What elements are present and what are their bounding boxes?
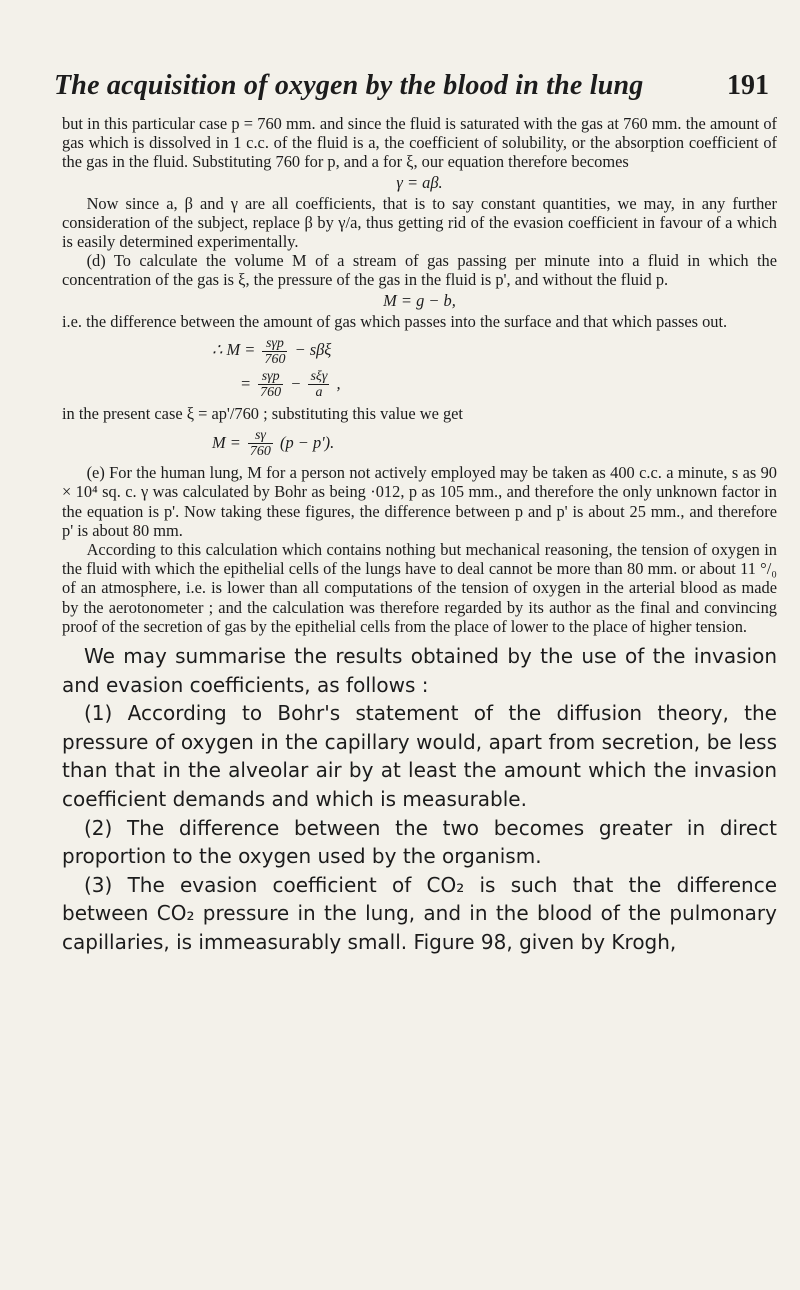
numerator: sγp	[265, 335, 284, 351]
equation-term: − sβξ	[294, 339, 332, 359]
numerator: sξγ	[310, 369, 328, 385]
paragraph: in the present case ξ = ap'/760 ; substituting this value we get	[62, 404, 463, 424]
page-number: 191	[727, 70, 769, 101]
equation-line	[212, 428, 777, 460]
paragraph: (3) The evasion coefficient of CO₂ is such that the difference between CO₂ pressure in the lung, and in the blood of the pulmonary capillaries, is immeasurably small. Figure 98, given by Krogh,	[62, 872, 777, 954]
page-header	[54, 70, 777, 114]
denominator: 760	[264, 351, 286, 367]
equation-block	[212, 428, 777, 460]
numerator: sγp	[261, 369, 280, 385]
paragraph: (e) For the human lung, M for a person not actively employed may be taken as 400 c.c. a minute, s as 90 × 10⁴ sq. c. γ was calculated by Bohr as being ·012, p as 105 mm., and therefore the only unknown factor in the equation is p'. Now taking these figures, the difference between p and p' is about 25 mm., and therefore p' is about 80 mm.	[62, 463, 777, 540]
denominator: a	[308, 384, 329, 400]
equation: M = g − b,	[383, 290, 456, 310]
paragraph: (2) The difference between the two becomes greater in direct proportion to the oxygen used by the organism.	[62, 815, 777, 869]
paragraph: According to this calculation which contains nothing but mechanical reasoning, the tension of oxygen in the fluid with which the epithelial cells of the lungs have to deal cannot be more than 80 mm. or about 11 °/₀ of an atmosphere, i.e. is lower than all computations of the tension of oxygen in the arterial blood as made by the aerotonometer ; and the calculation was therefore regarded by its author as the final and convincing proof of the secretion of gas by the epithelial cells from the place of lower to the place of higher tension.	[62, 540, 777, 636]
fraction	[262, 336, 287, 367]
equation-line	[212, 369, 777, 401]
numerator: sγ	[254, 428, 266, 444]
equation-operator: =	[240, 373, 252, 393]
equation-line	[212, 335, 777, 367]
paragraph: (d) To calculate the volume M of a stream of gas passing per minute into a fluid in which the concentration of the gas is ξ, the pressure of the gas in the fluid is p', and without the fluid p.	[62, 251, 777, 290]
paragraph: but in this particular case p = 760 mm. and since the fluid is saturated with the gas at 760 mm. the amount of gas which is dissolved in 1 c.c. of the fluid is a, the coefficient of solubility, or the absorption coefficient of the gas in the fluid. Substituting 760 for p, and a for ξ, our equation therefore becomes	[62, 114, 777, 172]
small-print-section	[62, 114, 777, 636]
running-title: The acquisition of oxygen by the blood in the lung	[54, 70, 644, 101]
equation-block	[212, 335, 777, 400]
fraction	[308, 369, 329, 400]
equation-term: (p − p').	[280, 432, 335, 452]
denominator: 760	[249, 444, 271, 460]
equation-lhs: ∴ M =	[212, 339, 256, 359]
fraction	[258, 369, 283, 400]
fraction	[248, 428, 273, 459]
denominator: 760	[260, 385, 282, 401]
paragraph: We may summarise the results obtained by the use of the invasion and evasion coefficients, as follows :	[62, 644, 777, 697]
equation-term: ,	[336, 373, 341, 393]
equation-operator: −	[290, 373, 302, 393]
equation-lhs: M =	[212, 432, 241, 452]
paragraph: i.e. the difference between the amount of gas which passes into the surface and that which passes out.	[62, 311, 728, 331]
book-page	[54, 70, 777, 957]
equation: γ = aβ.	[396, 172, 443, 192]
paragraph: Now since a, β and γ are all coefficients, that is to say constant quantities, we may, in any further consideration of the subject, replace β by γ/a, thus getting rid of the evasion coefficient in favour of a which is easily determined experimentally.	[62, 193, 777, 252]
paragraph: (1) According to Bohr's statement of the diffusion theory, the pressure of oxygen in the capillary would, apart from secretion, be less than that in the alveolar air by at least the amount which the invasion coefficient demands and which is measurable.	[62, 701, 777, 812]
summary-section	[62, 642, 777, 957]
